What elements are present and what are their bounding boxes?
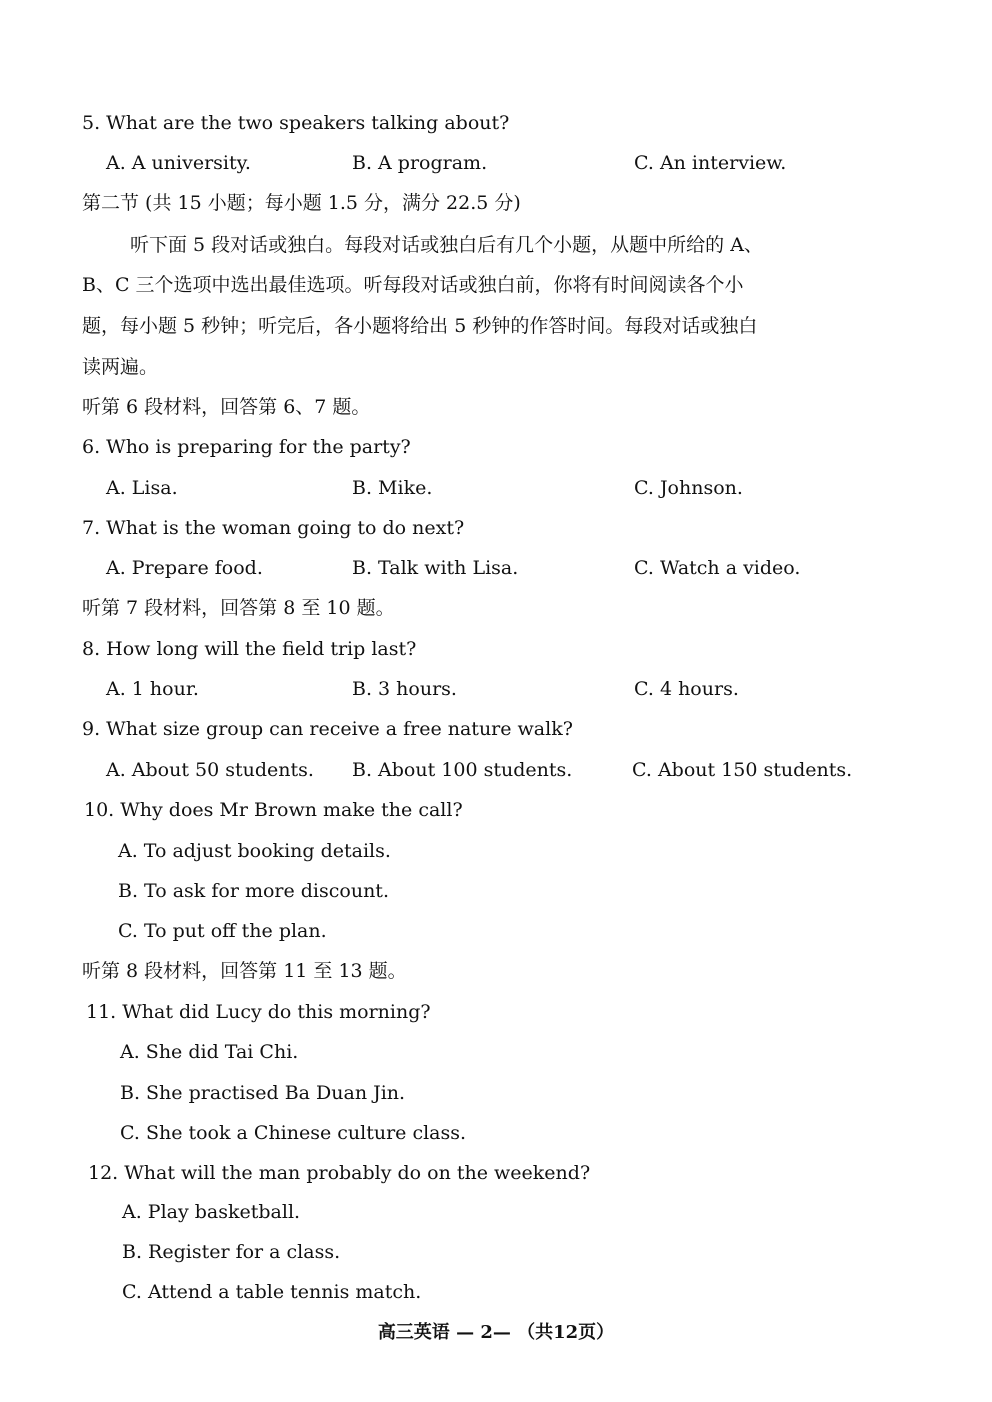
question-stem: 10. Why does Mr Brown make the call? [84,799,463,821]
option-a: A. To adjust booking details. [118,840,391,862]
instructions-line [0,230,992,260]
question-10-option [0,916,992,946]
part-heading [0,956,992,986]
option-a: A. A university. [106,152,251,174]
question-12-option [0,1277,992,1307]
question-11-option [0,1037,992,1067]
instructions-line [0,311,992,341]
part-heading [0,392,992,422]
page-footer: 高三英语 — 2— （共12页） [377,1322,615,1343]
question-6 [0,432,992,462]
question-5-options [0,148,992,178]
option-c: C. About 150 students. [632,759,853,781]
option-a: A. 1 hour. [106,678,199,700]
question-11-option [0,1078,992,1108]
option-c: C. Johnson. [634,477,743,499]
instructions-text: B、C 三个选项中选出最佳选项。听每段对话或独白前，你将有时间阅读各个小 [82,274,744,296]
question-stem: 6. Who is preparing for the party? [82,436,411,458]
part-heading-text: 听第 8 段材料，回答第 11 至 13 题。 [82,960,407,982]
option-c: C. Watch a video. [634,557,801,579]
instructions-text: 听下面 5 段对话或独白。每段对话或独白后有几个小题，从题中所给的 A、 [130,234,763,256]
section-heading [0,188,992,218]
option-b: B. Talk with Lisa. [352,557,519,579]
question-11-option [0,1118,992,1148]
option-c: C. An interview. [634,152,787,174]
question-8 [0,634,992,664]
question-12-option [0,1197,992,1227]
option-b: B. 3 hours. [352,678,457,700]
option-b: B. About 100 students. [352,759,573,781]
option-b: B. To ask for more discount. [118,880,389,902]
question-9 [0,714,992,744]
part-heading-text: 听第 6 段材料，回答第 6、7 题。 [82,396,371,418]
option-a: A. Prepare food. [106,557,263,579]
question-7-options [0,553,992,583]
question-8-options [0,674,992,704]
option-a: A. Lisa. [106,477,178,499]
question-stem: 12. What will the man probably do on the weekend? [88,1162,591,1184]
option-b: B. Register for a class. [122,1241,341,1263]
option-a: A. Play basketball. [122,1201,301,1223]
option-c: C. Attend a table tennis match. [122,1281,422,1303]
option-a: A. About 50 students. [106,759,314,781]
option-b: B. Mike. [352,477,433,499]
question-6-options [0,473,992,503]
question-stem: 7. What is the woman going to do next? [82,517,465,539]
question-10-option [0,836,992,866]
question-9-options [0,755,992,785]
question-stem: 8. How long will the field trip last? [82,638,417,660]
instructions-text: 题，每小题 5 秒钟；听完后，各小题将给出 5 秒钟的作答时间。每段对话或独白 [82,315,758,337]
option-c: C. 4 hours. [634,678,739,700]
option-b: B. A program. [352,152,488,174]
instructions-line [0,352,992,382]
option-c: C. To put off the plan. [118,920,327,942]
question-10 [0,795,992,825]
option-a: A. She did Tai Chi. [120,1041,299,1063]
question-5 [0,108,992,138]
question-stem: 11. What did Lucy do this morning? [86,1001,431,1023]
question-12 [0,1158,992,1188]
option-c: C. She took a Chinese culture class. [120,1122,467,1144]
question-7 [0,513,992,543]
instructions-text: 读两遍。 [82,356,159,378]
question-stem: 5. What are the two speakers talking about? [82,112,510,134]
part-heading [0,593,992,623]
part-heading-text: 听第 7 段材料，回答第 8 至 10 题。 [82,597,395,619]
section-title: 第二节 (共 15 小题；每小题 1.5 分，满分 22.5 分) [82,192,521,214]
option-b: B. She practised Ba Duan Jin. [120,1082,406,1104]
question-12-option [0,1237,992,1267]
question-stem: 9. What size group can receive a free nature walk? [82,718,573,740]
question-10-option [0,876,992,906]
question-11 [0,997,992,1027]
instructions-line [0,270,992,300]
